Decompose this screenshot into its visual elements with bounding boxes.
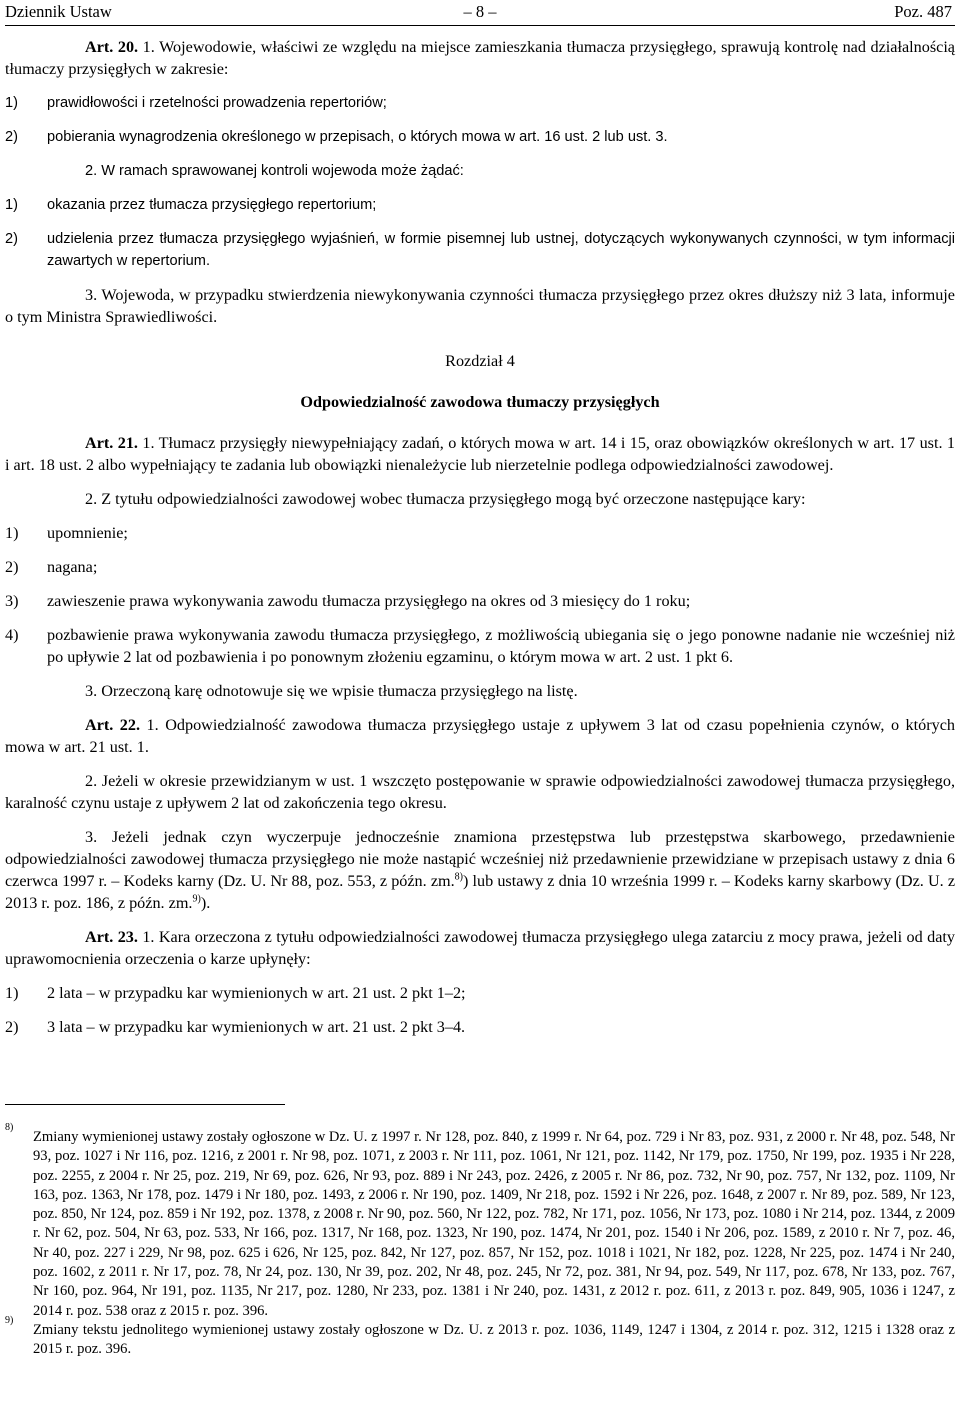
art20-para1-item1 — [5, 92, 955, 114]
chapter-number: Rozdział 4 — [445, 352, 515, 370]
item-number: 2) — [5, 558, 19, 576]
item-text: pobierania wynagrodzenia określonego w przepisach, o których mowa w art. 16 ust. 2 lub ust. 3. — [47, 129, 668, 145]
item-text: udzielenia przez tłumacza przysięgłego wyjaśnień, w formie pisemnej lub ustnej, dotyczących wykonywanych czynności, w tym informacji zawartych w repertorium. — [47, 231, 955, 269]
footnote-text: Zmiany tekstu jednolitego wymienionej ustawy zostały ogłoszone w Dz. U. z 2013 r. poz. 1036, 1149, 1247 i 1304, z 2014 r. poz. 312, 1215 i 1328 oraz z 2015 r. poz. 396. — [33, 1321, 955, 1358]
page-header — [5, 2, 955, 28]
art23-para1-item1 — [5, 982, 955, 1004]
art22-para3-text-b: ) lub ustawy z dnia 10 września 1999 r. – Kodeks karny skarbowy (Dz. U. z 2013 r. poz. 186, z późn. zm. — [5, 872, 956, 912]
item-text: zawieszenie prawa wykonywania zawodu tłumacza przysięgłego na okres od 3 miesięcy do 1 roku; — [47, 592, 691, 610]
footnote-ref-9[interactable]: 9) — [192, 893, 201, 905]
art22-label: Art. 22. — [85, 716, 141, 734]
art22-para2: 2. Jeżeli w okresie przewidzianym w ust. 1 wszczęto postępowanie w sprawie odpowiedzialności zawodowej tłumacza przysięgłego, karalność czynu ustaje z upływem 2 lat od zakończenia tego okresu. — [5, 772, 955, 812]
art22-para1 — [5, 714, 955, 758]
header-rule — [5, 25, 955, 26]
item-number: 4) — [5, 626, 19, 644]
art23-label: Art. 23. — [85, 928, 138, 946]
item-number: 1) — [5, 95, 18, 111]
footnote-9 — [5, 1314, 955, 1360]
art20-para3: 3. Wojewoda, w przypadku stwierdzenia niewykonywania czynności tłumacza przysięgłego przez okres dłuższy niż 3 lata, informuje o tym Ministra Sprawiedliwości. — [5, 286, 955, 326]
art21-para2: 2. Z tytułu odpowiedzialności zawodowej wobec tłumacza przysięgłego mogą być orzeczone następujące kary: — [85, 490, 806, 508]
item-text: okazania przez tłumacza przysięgłego repertorium; — [47, 197, 377, 213]
footnote-mark: 9) — [5, 1314, 14, 1326]
item-text: pozbawienie prawa wykonywania zawodu tłumacza przysięgłego, z możliwością ubiegania się o jego ponowne nadanie nie wcześniej niż po upływie 2 lat od pozbawienia i po ponownym złożeniu egzaminu, o którym mowa w art. 2 ust. 1 pkt 6. — [47, 626, 955, 666]
art21-para2-item3 — [5, 590, 955, 612]
art21-para2-item4 — [5, 624, 955, 668]
art20-label: Art. 20. — [85, 38, 139, 56]
art21-para1 — [5, 432, 955, 476]
art20-para1-item2 — [5, 126, 955, 148]
art22-para3 — [5, 826, 955, 914]
art20-para1-text: 1. Wojewodowie, właściwi ze względu na miejsce zamieszkania tłumacza przysięgłego, sprawują kontrolę nad działalnością tłumaczy przysięgłych w zakresie: — [5, 38, 955, 78]
art23-para1-text: 1. Kara orzeczona z tytułu odpowiedzialności zawodowej tłumacza przysięgłego ulega zatarciu z mocy prawa, jeżeli od daty uprawomocnienia orzeczenia o karze upłynęły: — [5, 928, 955, 968]
footnote-ref-8[interactable]: 8) — [454, 871, 463, 883]
footnote-separator — [5, 1104, 285, 1105]
item-number: 1) — [5, 197, 18, 213]
art21-para1-text: 1. Tłumacz przysięgły niewypełniający zadań, o których mowa w art. 14 i 15, oraz obowiązków określonych w art. 17 ust. 1 i art. 18 ust. 2 albo wypełniający te zadania lub obowiązki nienależycie lub nierzetelnie podlega odpowiedzialności zawodowej. — [5, 434, 956, 474]
footnote-text: Zmiany wymienionej ustawy zostały ogłoszone w Dz. U. z 1997 r. Nr 128, poz. 840, z 1999 r. Nr 64, poz. 729 i Nr 83, poz. 931, z 2000 r. Nr 48, poz. 548, Nr 93, poz. 1027 i Nr 116, poz. 1216, z 2001 r. Nr 98, poz. 1071, z 2003 r. Nr 111, poz. 1061, Nr 121, poz. 1142, Nr 179, poz. 1750, Nr 199, poz. 1935 i Nr 228, poz. 2255, z 2004 r. Nr 25, poz. 219, Nr 69, poz. 626, Nr 93, poz. 889 i Nr 243, poz. 2426, z 2005 r. Nr 86, poz. 732, Nr 90, poz. 757, Nr 132, poz. 1109, Nr 163, poz. 1363, Nr 178, poz. 1479 i Nr 180, poz. 1493, z 2006 r. Nr 190, poz. 1409, Nr 218, poz. 1592 i Nr 226, poz. 1648, z 2007 r. Nr 89, poz. 589, Nr 123, poz. 850, Nr 124, poz. 859 i Nr 192, poz. 1378, z 2008 r. Nr 90, poz. 560, Nr 122, poz. 782, Nr 171, poz. 1056, Nr 173, poz. 1080 i Nr 214, poz. 1344, z 2009 r. Nr 62, poz. 504, Nr 63, poz. 533, Nr 166, poz. 1317, Nr 168, poz. 1323, Nr 190, poz. 1474, Nr 201, poz. 1540 i Nr 206, poz. 1589, z 2010 r. Nr 7, poz. 46, Nr 40, poz. 227 i 229, Nr 98, poz. 625 i 626, Nr 125, poz. 842, Nr 127, poz. 857, Nr 152, poz. 1018 i 1021, Nr 182, poz. 1228, Nr 225, poz. 1474 i Nr 240, poz. 1602, z 2011 r. Nr 17, poz. 78, Nr 24, poz. 130, Nr 39, poz. 202, Nr 48, poz. 245, Nr 72, poz. 381, Nr 94, poz. 549, Nr 117, poz. 678, Nr 133, poz. 767, Nr 160, poz. 964, Nr 191, poz. 1135, Nr 217, poz. 1280, Nr 233, poz. 1381 i Nr 240, poz. 1431, z 2012 r. poz. 611, z 2013 r. poz. 849, 905, 1036 i 1247, z 2014 r. poz. 538 oraz z 2015 r. poz. 396. — [33, 1129, 955, 1319]
position-number: Poz. 487 — [894, 2, 952, 21]
item-text: upomnienie; — [47, 524, 128, 542]
art20-para2-item2 — [5, 228, 955, 272]
art20-para2-item1 — [5, 194, 955, 216]
item-text: nagana; — [47, 558, 98, 576]
art23-para1 — [5, 926, 955, 970]
footnote-mark: 8) — [5, 1122, 14, 1133]
footnotes — [5, 1122, 955, 1360]
art22-para3-text-a: 3. Jeżeli jednak czyn wyczerpuje jednocześnie znamiona przestępstwa lub przestępstwa skarbowego, przedawnienie odpowiedzialności zawodowej tłumacza przysięgłego nie może nastąpić wcześniej niż przedawnienie przewidziane w przepisach ustawy z dnia 6 czerwca 1997 r. – Kodeks karny (Dz. U. Nr 88, poz. 553, z późn. zm. — [5, 828, 955, 890]
footnote-8 — [5, 1122, 955, 1321]
item-number: 2) — [5, 1018, 19, 1036]
art20-para2: 2. W ramach sprawowanej kontroli wojewoda może żądać: — [85, 163, 464, 179]
item-number: 2) — [5, 231, 18, 247]
item-number: 2) — [5, 129, 18, 145]
document-body — [5, 36, 955, 1050]
art21-label: Art. 21. — [85, 434, 138, 452]
journal-title: Dziennik Ustaw — [5, 2, 112, 21]
item-text: 3 lata – w przypadku kar wymienionych w art. 21 ust. 2 pkt 3–4. — [47, 1018, 466, 1036]
art23-para1-item2 — [5, 1016, 955, 1038]
art21-para2-item2 — [5, 556, 955, 578]
item-text: 2 lata – w przypadku kar wymienionych w art. 21 ust. 2 pkt 1–2; — [47, 984, 466, 1002]
page-number: – 8 – — [463, 2, 497, 21]
item-number: 1) — [5, 984, 19, 1002]
item-number: 3) — [5, 592, 19, 610]
item-text: prawidłowości i rzetelności prowadzenia repertoriów; — [47, 95, 387, 111]
item-number: 1) — [5, 524, 19, 542]
art22-para3-text-c: ). — [200, 894, 211, 912]
art22-para1-text: 1. Odpowiedzialność zawodowa tłumacza przysięgłego ustaje z upływem 3 lat od czasu popełnienia czynów, o których mowa w art. 21 ust. 1. — [5, 716, 955, 756]
art21-para2-item1 — [5, 522, 955, 544]
art20-para1 — [5, 36, 955, 80]
chapter-title: Odpowiedzialność zawodowa tłumaczy przysięgłych — [300, 393, 660, 411]
art21-para3: 3. Orzeczoną karę odnotowuje się we wpisie tłumacza przysięgłego na listę. — [85, 682, 578, 700]
